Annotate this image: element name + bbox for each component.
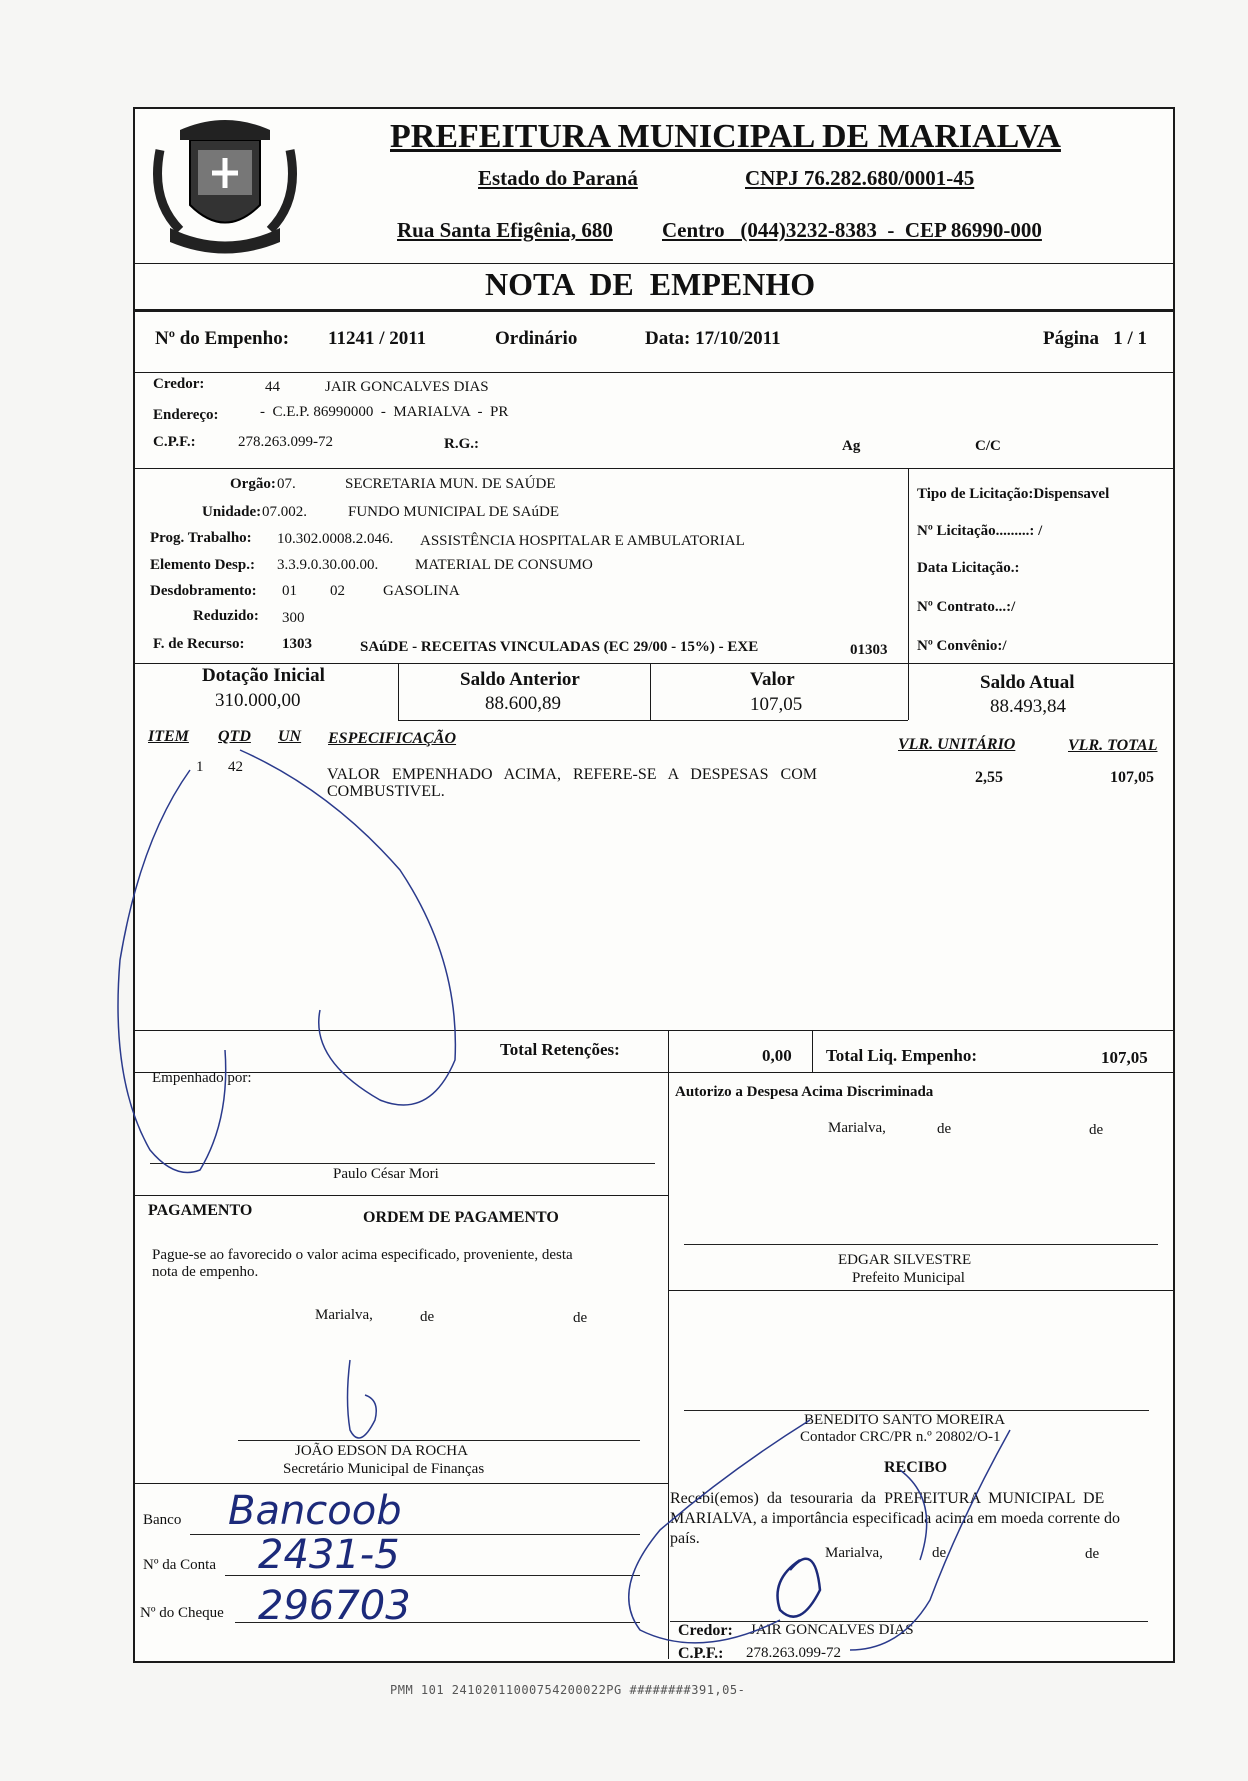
item-number: 1 bbox=[196, 759, 204, 775]
pagamento-text-line2: nota de empenho. bbox=[152, 1264, 259, 1280]
licitacao-tipo: Tipo de Licitação:Dispensavel bbox=[917, 486, 1110, 502]
prefeito-title: Prefeito Municipal bbox=[852, 1270, 965, 1286]
unidade-name: FUNDO MUNICIPAL DE SAúDE bbox=[348, 504, 559, 520]
empenhado-name: Paulo César Mori bbox=[333, 1166, 439, 1182]
retencoes-value: 0,00 bbox=[762, 1046, 792, 1065]
recurso-code: 1303 bbox=[282, 636, 312, 652]
credor-address: - C.E.P. 86990000 - MARIALVA - PR bbox=[260, 404, 509, 420]
rg-label: R.G.: bbox=[444, 436, 479, 452]
ordem-pagamento-label: ORDEM DE PAGAMENTO bbox=[363, 1209, 559, 1226]
recibo-credor-name: JAIR GONCALVES DIAS bbox=[750, 1622, 914, 1638]
footer-code: PMM 101 24102011000754200022PG ########391,05- bbox=[390, 1683, 746, 1697]
divider bbox=[908, 663, 909, 720]
unidade-code: 07.002. bbox=[262, 504, 307, 520]
coat-of-arms-logo bbox=[150, 110, 300, 260]
empenho-label: Nº do Empenho: bbox=[155, 328, 290, 349]
recibo-line1: Recebi(emos) da tesouraria da PREFEITURA MUNICIPAL DE bbox=[670, 1490, 1105, 1507]
recibo-place: Marialva, bbox=[825, 1545, 883, 1561]
header-street: Rua Santa Efigênia, 680 bbox=[397, 218, 613, 242]
recurso-label: F. de Recurso: bbox=[153, 636, 245, 652]
banco-handwritten: Bancoob bbox=[228, 1488, 402, 1534]
recibo-cpf-label: C.P.F.: bbox=[678, 1645, 724, 1662]
divider bbox=[133, 663, 1173, 664]
licitacao-numero: Nº Licitação.........: / bbox=[917, 523, 1043, 539]
autorizo-text: Autorizo a Despesa Acima Discriminada bbox=[675, 1084, 934, 1100]
pagamento-de1: de bbox=[420, 1309, 435, 1325]
pagamento-label: PAGAMENTO bbox=[148, 1202, 253, 1219]
cheque-handwritten: 296703 bbox=[258, 1583, 411, 1629]
autorizo-place: Marialva, bbox=[828, 1120, 886, 1136]
dotacao-label: Dotação Inicial bbox=[202, 665, 325, 686]
divider bbox=[133, 1030, 1173, 1031]
banco-label: Banco bbox=[143, 1512, 182, 1528]
recibo-line3: país. bbox=[670, 1530, 700, 1547]
pagamento-place: Marialva, bbox=[315, 1307, 373, 1323]
divider bbox=[133, 1195, 668, 1196]
header-state: Estado do Paraná bbox=[478, 166, 638, 190]
document-title: NOTA DE EMPENHO bbox=[485, 266, 816, 302]
autorizo-de2: de bbox=[1089, 1122, 1104, 1138]
recibo-line2: MARIALVA, a importância especificada acima em moeda corrente do bbox=[670, 1510, 1121, 1527]
credor-label: Credor: bbox=[153, 376, 205, 392]
licitacao-convenio: Nº Convênio:/ bbox=[917, 638, 1007, 654]
elemento-code: 3.3.9.0.30.00.00. bbox=[277, 557, 379, 573]
divider bbox=[668, 1030, 669, 1072]
divider bbox=[668, 1072, 669, 1659]
reduzido-label: Reduzido: bbox=[193, 608, 259, 624]
credor-name: JAIR GONCALVES DIAS bbox=[325, 379, 489, 395]
recibo-de1: de bbox=[932, 1545, 947, 1561]
signature-line bbox=[684, 1410, 1149, 1411]
header-cnpj: CNPJ 76.282.680/0001-45 bbox=[745, 166, 975, 190]
header-title: PREFEITURA MUNICIPAL DE MARIALVA bbox=[390, 118, 1061, 155]
desdob-label: Desdobramento: bbox=[150, 583, 257, 599]
saldo-anterior-value: 88.600,89 bbox=[485, 693, 561, 714]
signature-line bbox=[684, 1244, 1158, 1245]
credor-cpf: 278.263.099-72 bbox=[238, 434, 333, 450]
valor-label: Valor bbox=[750, 669, 795, 690]
recibo-de2: de bbox=[1085, 1546, 1100, 1562]
header-address: Centro (044)3232-8383 - CEP 86990-000 bbox=[662, 218, 1042, 242]
orgao-label: Orgão: bbox=[230, 476, 276, 492]
empenho-number: 11241 / 2011 bbox=[328, 328, 427, 349]
desdob-b: 02 bbox=[330, 583, 345, 599]
saldo-atual-value: 88.493,84 bbox=[990, 696, 1066, 717]
recurso-name: SAúDE - RECEITAS VINCULADAS (EC 29/00 - 15%) - EXE bbox=[360, 639, 759, 655]
secretario-name: JOÃO EDSON DA ROCHA bbox=[295, 1443, 468, 1459]
prog-code: 10.302.0008.2.046. bbox=[277, 531, 394, 547]
saldo-atual-label: Saldo Atual bbox=[980, 672, 1075, 693]
recurso-code2: 01303 bbox=[850, 642, 888, 658]
ag-label: Ag bbox=[842, 438, 861, 454]
col-item: ITEM bbox=[148, 728, 189, 745]
col-qtd: QTD bbox=[218, 728, 251, 745]
recibo-credor-label: Credor: bbox=[678, 1622, 733, 1639]
secretario-title: Secretário Municipal de Finanças bbox=[283, 1461, 485, 1477]
liquido-value: 107,05 bbox=[1101, 1048, 1148, 1067]
prog-name: ASSISTÊNCIA HOSPITALAR E AMBULATORIAL bbox=[420, 533, 745, 549]
divider bbox=[133, 1072, 1173, 1073]
cpf-label: C.P.F.: bbox=[153, 434, 196, 450]
desdob-name: GASOLINA bbox=[383, 583, 460, 599]
divider bbox=[133, 468, 1173, 469]
item-total: 107,05 bbox=[1110, 769, 1154, 786]
empenho-type: Ordinário bbox=[495, 328, 578, 349]
divider bbox=[908, 468, 909, 663]
licitacao-contrato: Nº Contrato...:/ bbox=[917, 599, 1016, 615]
divider bbox=[133, 1483, 668, 1484]
divider bbox=[133, 263, 1173, 264]
reduzido-value: 300 bbox=[282, 610, 305, 626]
item-unit-price: 2,55 bbox=[975, 769, 1003, 786]
item-spec-line2: COMBUSTIVEL. bbox=[327, 783, 445, 800]
divider bbox=[133, 372, 1173, 373]
signature-line bbox=[238, 1440, 640, 1441]
cheque-label: Nº do Cheque bbox=[140, 1605, 224, 1621]
autorizo-de1: de bbox=[937, 1121, 952, 1137]
col-un: UN bbox=[278, 728, 302, 745]
recibo-title: RECIBO bbox=[884, 1459, 948, 1476]
desdob-a: 01 bbox=[282, 583, 297, 599]
signature-line bbox=[150, 1163, 655, 1164]
col-unit-price: VLR. UNITÁRIO bbox=[898, 736, 1016, 753]
col-spec: ESPECIFICAÇÃO bbox=[328, 730, 457, 747]
divider bbox=[812, 1030, 813, 1072]
contador-title: Contador CRC/PR n.º 20802/O-1 bbox=[800, 1429, 1001, 1445]
item-qtd: 42 bbox=[228, 759, 243, 775]
page-indicator: Página 1 / 1 bbox=[1043, 328, 1147, 349]
pagamento-de2: de bbox=[573, 1310, 588, 1326]
liquido-label: Total Liq. Empenho: bbox=[826, 1046, 977, 1065]
divider bbox=[398, 720, 908, 721]
unidade-label: Unidade: bbox=[202, 504, 262, 520]
divider bbox=[650, 663, 651, 720]
contador-name: BENEDITO SANTO MOREIRA bbox=[804, 1412, 1006, 1428]
divider bbox=[133, 309, 1173, 312]
retencoes-label: Total Retenções: bbox=[500, 1040, 620, 1059]
divider bbox=[668, 1290, 1173, 1291]
credor-code: 44 bbox=[265, 379, 280, 395]
divider bbox=[398, 663, 399, 720]
dotacao-value: 310.000,00 bbox=[215, 690, 301, 711]
recibo-cpf: 278.263.099-72 bbox=[746, 1645, 841, 1661]
orgao-name: SECRETARIA MUN. DE SAÚDE bbox=[345, 476, 556, 492]
cc-label: C/C bbox=[975, 438, 1001, 454]
saldo-anterior-label: Saldo Anterior bbox=[460, 669, 580, 690]
conta-label: Nº da Conta bbox=[143, 1557, 216, 1573]
pagamento-text-line1: Pague-se ao favorecido o valor acima especificado, proveniente, desta bbox=[152, 1247, 573, 1263]
empenhado-label: Empenhado por: bbox=[152, 1070, 252, 1086]
elemento-name: MATERIAL DE CONSUMO bbox=[415, 557, 593, 573]
item-spec-line1: VALOR EMPENHADO ACIMA, REFERE-SE A DESPESAS COM bbox=[327, 766, 817, 783]
col-total: VLR. TOTAL bbox=[1068, 737, 1158, 754]
licitacao-data: Data Licitação.: bbox=[917, 560, 1020, 576]
prefeito-name: EDGAR SILVESTRE bbox=[838, 1252, 972, 1268]
prog-label: Prog. Trabalho: bbox=[150, 530, 252, 546]
valor-value: 107,05 bbox=[750, 694, 803, 715]
orgao-code: 07. bbox=[277, 476, 296, 492]
elemento-label: Elemento Desp.: bbox=[150, 557, 255, 573]
empenho-date: Data: 17/10/2011 bbox=[645, 328, 781, 349]
conta-handwritten: 2431-5 bbox=[258, 1532, 400, 1578]
endereco-label: Endereço: bbox=[153, 407, 219, 423]
